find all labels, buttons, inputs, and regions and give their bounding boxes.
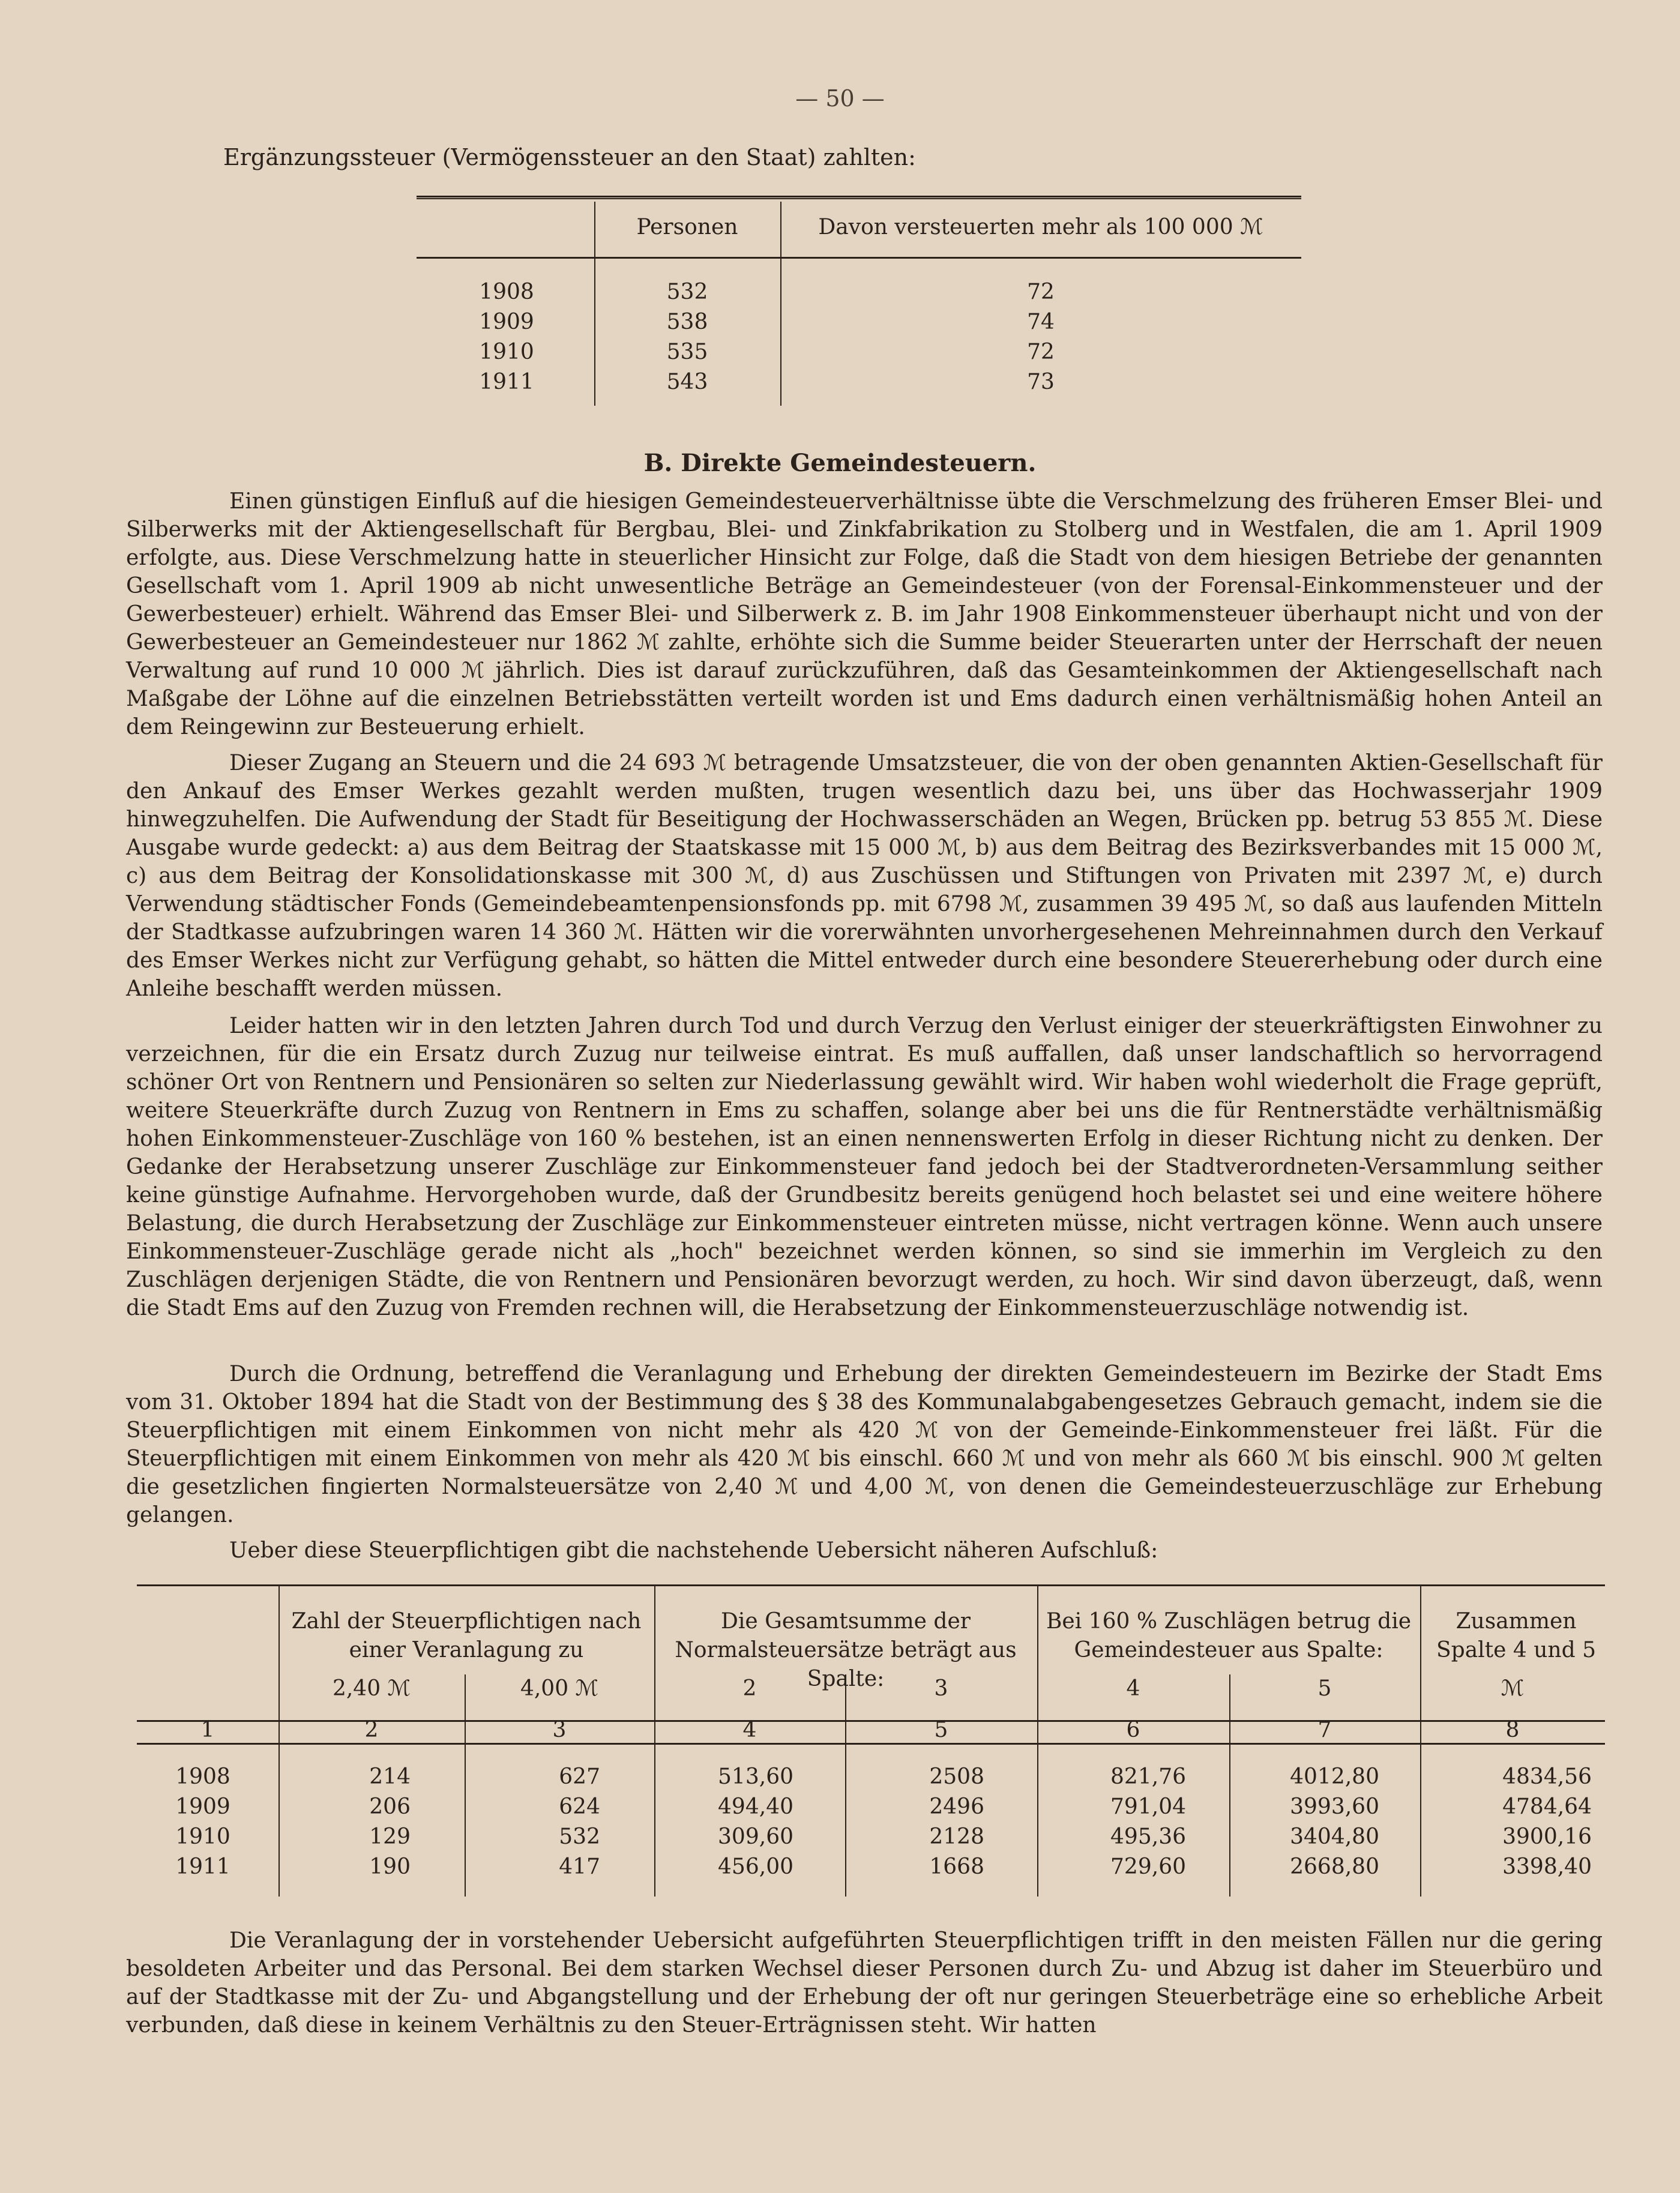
paragraph [126, 1536, 1603, 1565]
header-zahl: Zahl der Steuerpflichtigen nach einer Veranlagung zu [291, 1609, 642, 1662]
header-gesamt-2: 2 [742, 1676, 757, 1701]
value-cell: 821,76 [1110, 1764, 1186, 1789]
header-personen: Personen [636, 215, 738, 239]
value-cell: 513,60 [718, 1764, 793, 1789]
value-cell: 3398,40 [1502, 1855, 1592, 1879]
value-cell: 495,36 [1110, 1824, 1186, 1849]
year-cell: 1911 [175, 1855, 230, 1879]
value-cell: 1668 [929, 1855, 984, 1879]
value-cell: 190 [369, 1855, 411, 1879]
column-number: 8 [1505, 1718, 1520, 1742]
value-cell: 456,00 [718, 1855, 793, 1879]
steuerpflichtige-table [137, 1584, 1605, 1897]
value-cell: 2128 [929, 1824, 984, 1849]
header-bei: Bei 160 % Zuschlägen betrug die Gemeindesteuer aus Spalte: [1046, 1609, 1412, 1662]
paragraph-text: Einen günstigen Einfluß auf die hiesigen Gemeindesteuerverhältnisse übte die Verschmelzung des früheren Emser Blei- und Silberwerks mit der Aktiengesellschaft für Bergbau, Blei- und Zinkfabrikation zu Stolberg und in Westfalen, die am 1. April 1909 erfolgte, aus. Diese Verschmelzung hatte in steuerlicher Hinsicht zur Folge, daß die Stadt von dem hiesigen Betriebe der genannten Gesellschaft vom 1. April 1909 ab nicht unwesentliche Beträge an Gemeindesteuer (von der Forensal-Einkommensteuer und der Gewerbesteuer) erhielt. Während das Emser Blei- und Silberwerk z. B. im Jahr 1908 Einkommensteuer überhaupt nicht und von der Gewerbesteuer an Gemeindesteuer nur 1862 ℳ zahlte, erhöhte sich die Summe beider Steuerarten unter der Herrschaft der neuen Verwaltung auf rund 10 000 ℳ jährlich. Dies ist darauf zurückzuführen, daß das Gesamteinkommen der Aktiengesellschaft nach Maßgabe der Löhne auf die einzelnen Betriebsstätten verteilt worden ist und Ems dadurch einen verhältnismäßig hohen Anteil an dem Reingewinn zur Besteuerung erhielt. [126, 489, 1603, 739]
year-cell: 1910 [175, 1824, 230, 1849]
value-cell: 494,40 [718, 1794, 793, 1819]
paragraph-text: Leider hatten wir in den letzten Jahren durch Tod und durch Verzug den Verlust einiger der steuerkräftigsten Einwohner zu verzeichnen, für die ein Ersatz durch Zuzug nur teilweise eintrat. Es muß auffallen, daß unser landschaftlich so hervorragend schöner Ort von Rentnern und Pensionären so selten zur Niederlassung gewählt wird. Wir haben wohl wiederholt die Frage geprüft, weitere Steuerkräfte durch Zuzug von Rentnern in Ems zu schaffen, solange aber bei uns die für Rentnerstädte verhältnismäßig hohen Einkommensteuer-Zuschläge von 160 % bestehen, ist an einen nennenswerten Erfolg in dieser Richtung nicht zu denken. Der Gedanke der Herabsetzung unserer Zuschläge zur Einkommensteuer fand jedoch bei der Stadtverordneten-Versammlung seither keine günstige Aufnahme. Hervorgehoben wurde, daß der Grundbesitz bereits genügend hoch belastet sei und eine weitere höhere Belastung, die durch Herabsetzung der Zuschläge zur Einkommensteuer eintreten müsse, nicht vertragen könne. Wenn auch unsere Einkommensteuer-Zuschläge gerade nicht als „hoch" bezeichnet werden können, so sind sie immerhin im Vergleich zu den Zuschlägen derjenigen Städte, die von Rentnern und Pensionären bevorzugt werden, zu hoch. Wir sind davon überzeugt, daß, wenn die Stadt Ems auf den Zuzug von Fremden rechnen will, die Herabsetzung der Einkommensteuerzuschläge notwendig ist. [126, 1014, 1603, 1320]
year-cell: 1910 [479, 340, 534, 364]
header-davon: Davon versteuerten mehr als 100 000 ℳ [818, 215, 1263, 239]
header-gesamt-3: 3 [934, 1676, 948, 1701]
value-cell: 129 [369, 1824, 411, 1849]
table-rule-header [417, 257, 1301, 259]
davon-cell: 72 [1027, 340, 1055, 364]
value-cell: 206 [369, 1794, 411, 1819]
personen-cell: 538 [666, 310, 708, 334]
value-cell: 3900,16 [1502, 1824, 1592, 1849]
year-cell: 1909 [479, 310, 534, 334]
column-number: 3 [552, 1718, 567, 1742]
column-number: 5 [934, 1718, 948, 1742]
value-cell: 2508 [929, 1764, 984, 1789]
paragraph-text: Die Veranlagung der in vorstehender Uebersicht aufgeführten Steuerpflichtigen trifft in den meisten Fällen nur die gering besoldeten Arbeiter und das Personal. Bei dem starken Wechsel dieser Personen durch Zu- und Abzug ist daher im Steuerbüro und auf der Stadtkasse mit der Zu- und Abgangstellung und der Erhebung der oft nur geringen Steuerbeträge eine so erhebliche Arbeit verbunden, daß diese in keinem Verhältnis zu den Steuer-Erträgnissen steht. Wir hatten [126, 1928, 1603, 2038]
davon-cell: 74 [1027, 310, 1055, 334]
paragraph [126, 1012, 1603, 1322]
value-cell: 4834,56 [1502, 1764, 1592, 1789]
value-cell: 2496 [929, 1794, 984, 1819]
personen-cell: 532 [666, 280, 708, 304]
value-cell: 4012,80 [1290, 1764, 1379, 1789]
value-cell: 4784,64 [1502, 1794, 1592, 1819]
page-number: — 50 — [795, 85, 885, 112]
value-cell: 729,60 [1110, 1855, 1186, 1879]
value-cell: 624 [559, 1794, 600, 1819]
paragraph-text: Ueber diese Steuerpflichtigen gibt die nachstehende Uebersicht näheren Aufschluß: [229, 1538, 1158, 1563]
value-cell: 627 [559, 1764, 600, 1789]
paragraph [126, 1360, 1603, 1529]
paragraph-text: Durch die Ordnung, betreffend die Veranlagung und Erhebung der direkten Gemeindesteuern im Bezirke der Stadt Ems vom 31. Oktober 1894 hat die Stadt von der Bestimmung des § 38 des Kommunalabgabengesetzes Gebrauch gemacht, indem sie die Steuerpflichtigen mit einem Einkommen von nicht mehr als 420 ℳ von der Gemeinde-Einkommensteuer frei läßt. Für die Steuerpflichtigen mit einem Einkommen von mehr als 420 ℳ bis einschl. 660 ℳ und von mehr als 660 ℳ bis einschl. 900 ℳ gelten die gesetzlichen fingierten Normalsteuersätze von 2,40 ℳ und 4,00 ℳ, von denen die Gemeindesteuerzuschläge zur Erhebung gelangen. [126, 1362, 1603, 1527]
header-bei-5: 5 [1317, 1676, 1332, 1701]
table-rule-top [137, 1584, 1605, 1586]
value-cell: 791,04 [1110, 1794, 1186, 1819]
value-cell: 3404,80 [1290, 1824, 1379, 1849]
column-number: 7 [1317, 1718, 1332, 1742]
table-rule-top [417, 196, 1301, 199]
header-zusammen-unit: ℳ [1501, 1676, 1525, 1701]
year-cell: 1909 [175, 1794, 230, 1819]
table-rule-colnums [137, 1743, 1605, 1745]
column-number: 4 [742, 1718, 757, 1742]
header-zusammen: Zusammen Spalte 4 und 5 [1436, 1609, 1596, 1662]
section-heading: B. Direkte Gemeindesteuern. [643, 449, 1037, 477]
paragraph [126, 749, 1603, 1003]
header-zahl-400: 4,00 ℳ [520, 1676, 599, 1701]
header-gesamt: Die Gesamtsumme der Normalsteuersätze beträgt aus Spalte: [675, 1609, 1017, 1691]
value-cell: 3993,60 [1290, 1794, 1379, 1819]
personen-cell: 543 [666, 370, 708, 394]
year-cell: 1908 [479, 280, 534, 304]
column-number: 1 [200, 1718, 215, 1742]
intro-line: Ergänzungssteuer (Vermögenssteuer an den Staat) zahlten: [223, 144, 916, 170]
paragraph [126, 1927, 1603, 2039]
column-number: 6 [1126, 1718, 1140, 1742]
personen-cell: 535 [666, 340, 708, 364]
year-cell: 1908 [175, 1764, 230, 1789]
year-cell: 1911 [479, 370, 534, 394]
paragraph-text: Dieser Zugang an Steuern und die 24 693 ℳ betragende Umsatzsteuer, die von der oben genannten Aktien-Gesellschaft für den Ankauf des Emser Werkes gezahlt werden mußten, trugen wesentlich dazu bei, uns über das Hochwasserjahr 1909 hinwegzuhelfen. Die Aufwendung der Stadt für Beseitigung der Hochwasserschäden an Wegen, Brücken pp. betrug 53 855 ℳ. Diese Ausgabe wurde gedeckt: a) aus dem Beitrag der Staatskasse mit 15 000 ℳ, b) aus dem Beitrag des Bezirksverbandes mit 15 000 ℳ, c) aus dem Beitrag der Konsolidationskasse mit 300 ℳ, d) aus Zuschüssen und Stiftungen von Privaten mit 2397 ℳ, e) durch Verwendung städtischer Fonds (Gemeindebeamtenpensionsfonds pp. mit 6798 ℳ, zusammen 39 495 ℳ, so daß aus laufenden Mitteln der Stadtkasse aufzubringen waren 14 360 ℳ. Hätten wir die vorerwähnten unvorhergesehenen Mehreinnahmen durch den Verkauf des Emser Werkes nicht zur Verfügung gehabt, so hätten die Mittel entweder durch eine besondere Steuererhebung oder durch eine Anleihe beschafft werden müssen. [126, 751, 1603, 1001]
value-cell: 417 [559, 1855, 600, 1879]
header-zahl-240: 2,40 ℳ [332, 1676, 411, 1701]
paragraph [126, 487, 1603, 741]
value-cell: 2668,80 [1290, 1855, 1379, 1879]
davon-cell: 72 [1027, 280, 1055, 304]
davon-cell: 73 [1027, 370, 1055, 394]
column-number: 2 [364, 1718, 379, 1742]
value-cell: 532 [559, 1824, 600, 1849]
value-cell: 214 [369, 1764, 411, 1789]
value-cell: 309,60 [718, 1824, 793, 1849]
header-bei-4: 4 [1126, 1676, 1140, 1701]
